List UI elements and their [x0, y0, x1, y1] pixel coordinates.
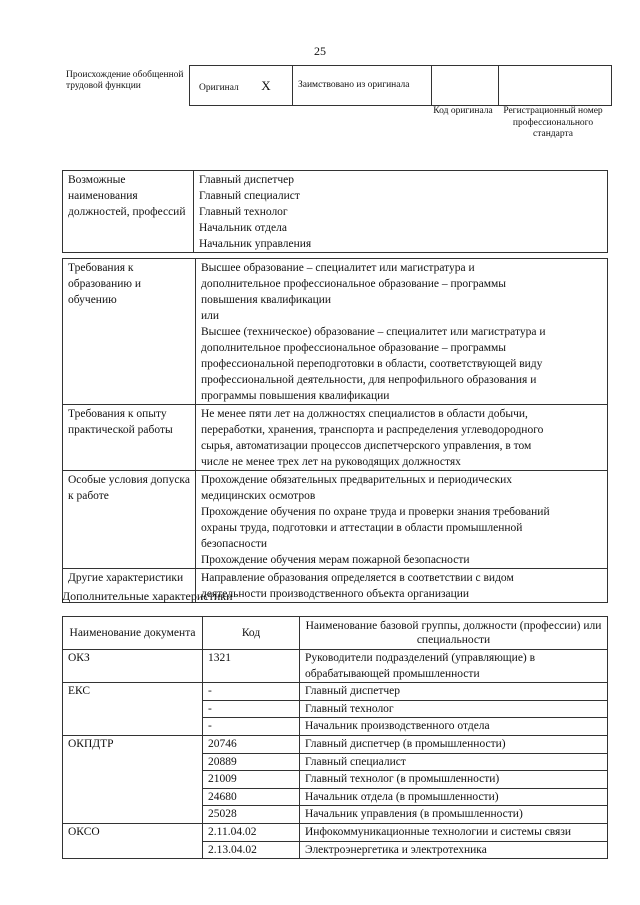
origin-original-label: Оригинал [199, 82, 239, 93]
origin-table [189, 65, 612, 106]
header-name: Наименование базовой группы, должности (профессии) или специальности [300, 617, 608, 650]
name-cell: Инфокоммуникационные технологии и системы связи [300, 823, 608, 841]
additional-table [62, 616, 608, 859]
text-line: Высшее (техническое) образование – специалитет или магистратура и [201, 326, 546, 338]
text-line: Высшее образование – специалитет или магистратура и [201, 262, 475, 274]
doc-cell: ОКСО [63, 823, 203, 858]
doc-cell: ОКЗ [63, 650, 203, 683]
req-conditions-text [196, 471, 608, 569]
text-line: Прохождение обучения мерам пожарной безопасности [201, 554, 470, 566]
req-experience-text [196, 405, 608, 471]
origin-reg-note: Регистрационный номер профессионального стандарта [503, 106, 603, 139]
text-line: дополнительное профессиональное образование – программы [201, 278, 506, 290]
table-row [63, 823, 608, 841]
position-item: Начальник управления [199, 238, 312, 250]
text-line: сырья, автоматизации процессов диспетчерского управления, в том [201, 440, 532, 452]
code-cell: 2.13.04.02 [203, 841, 300, 859]
req-conditions-label: Особые условия допуска к работе [63, 471, 196, 569]
name-cell: Главный технолог [300, 700, 608, 718]
position-item: Главный специалист [199, 190, 300, 202]
name-cell: Руководители подразделений (управляющие) в обрабатывающей промышленности [300, 650, 608, 683]
text-line: числе не менее трех лет на руководящих должностях [201, 456, 461, 468]
code-cell: 1321 [203, 650, 300, 683]
positions-label: Возможные наименования должностей, профессий [63, 171, 194, 253]
name-cell: Главный диспетчер (в промышленности) [300, 735, 608, 753]
code-cell: 20889 [203, 753, 300, 771]
code-cell: - [203, 700, 300, 718]
code-cell: 21009 [203, 771, 300, 789]
header-code: Код [203, 617, 300, 650]
name-cell: Электроэнергетика и электротехника [300, 841, 608, 859]
table-row [63, 683, 608, 701]
text-line: охраны труда, подготовки и аттестации в области промышленной [201, 522, 523, 534]
position-item: Главный диспетчер [199, 174, 294, 186]
origin-borrowed-cell [293, 66, 432, 106]
additional-header-row [63, 617, 608, 650]
name-cell: Главный технолог (в промышленности) [300, 771, 608, 789]
text-line: дополнительное профессиональное образование – программы [201, 342, 506, 354]
req-education-text [196, 259, 608, 405]
origin-original-mark: X [261, 77, 271, 93]
text-line: Прохождение обучения по охране труда и проверки знания требований [201, 506, 550, 518]
additional-title: Дополнительные характеристики [62, 589, 233, 603]
origin-code-cell [432, 66, 499, 106]
table-row [63, 735, 608, 753]
position-item: Начальник отдела [199, 222, 287, 234]
name-cell: Начальник производственного отдела [300, 718, 608, 736]
origin-label: Происхождение обобщенной трудовой функции [66, 70, 184, 91]
doc-cell: ЕКС [63, 683, 203, 736]
code-cell: 25028 [203, 806, 300, 824]
doc-cell: ОКПДТР [63, 735, 203, 823]
origin-code-note: Код оригинала [433, 106, 493, 116]
text-line: переработки, хранения, транспорта и распределения углеводородного [201, 424, 544, 436]
text-line: или [201, 310, 220, 322]
req-other-text [196, 569, 608, 603]
req-experience-label: Требования к опыту практической работы [63, 405, 196, 471]
text-line: Не менее пяти лет на должностях специалистов в области добычи, [201, 408, 528, 420]
header-document: Наименование документа [63, 617, 203, 650]
origin-original-cell [190, 66, 293, 106]
origin-borrowed-label: Заимствовано из оригинала [298, 79, 410, 90]
text-line: повышения квалификации [201, 294, 332, 306]
name-cell: Главный специалист [300, 753, 608, 771]
name-cell: Начальник отдела (в промышленности) [300, 788, 608, 806]
code-cell: - [203, 718, 300, 736]
name-cell: Главный диспетчер [300, 683, 608, 701]
code-cell: 2.11.04.02 [203, 823, 300, 841]
code-cell: 24680 [203, 788, 300, 806]
page-number: 25 [314, 44, 326, 58]
text-line: медицинских осмотров [201, 490, 316, 502]
positions-list [194, 171, 608, 253]
text-line: Направление образования определяется в соответствии с видом [201, 572, 514, 584]
text-line: безопасности [201, 538, 268, 550]
origin-reg-cell [499, 66, 612, 106]
requirements-table [62, 258, 608, 603]
text-line: деятельности производственного объекта организации [201, 588, 470, 600]
table-row [63, 650, 608, 683]
req-education-label: Требования к образованию и обучению [63, 259, 196, 405]
text-line: профессиональной деятельности, для непрофильного образования и [201, 374, 537, 386]
req-other-label: Другие характеристики [63, 569, 196, 603]
text-line: профессиональной переподготовки в области, соответствующей виду [201, 358, 543, 370]
position-item: Главный технолог [199, 206, 288, 218]
text-line: программы повышения квалификации [201, 390, 390, 402]
code-cell: - [203, 683, 300, 701]
name-cell: Начальник управления (в промышленности) [300, 806, 608, 824]
text-line: Прохождение обязательных предварительных и периодических [201, 474, 513, 486]
positions-table [62, 170, 608, 253]
code-cell: 20746 [203, 735, 300, 753]
